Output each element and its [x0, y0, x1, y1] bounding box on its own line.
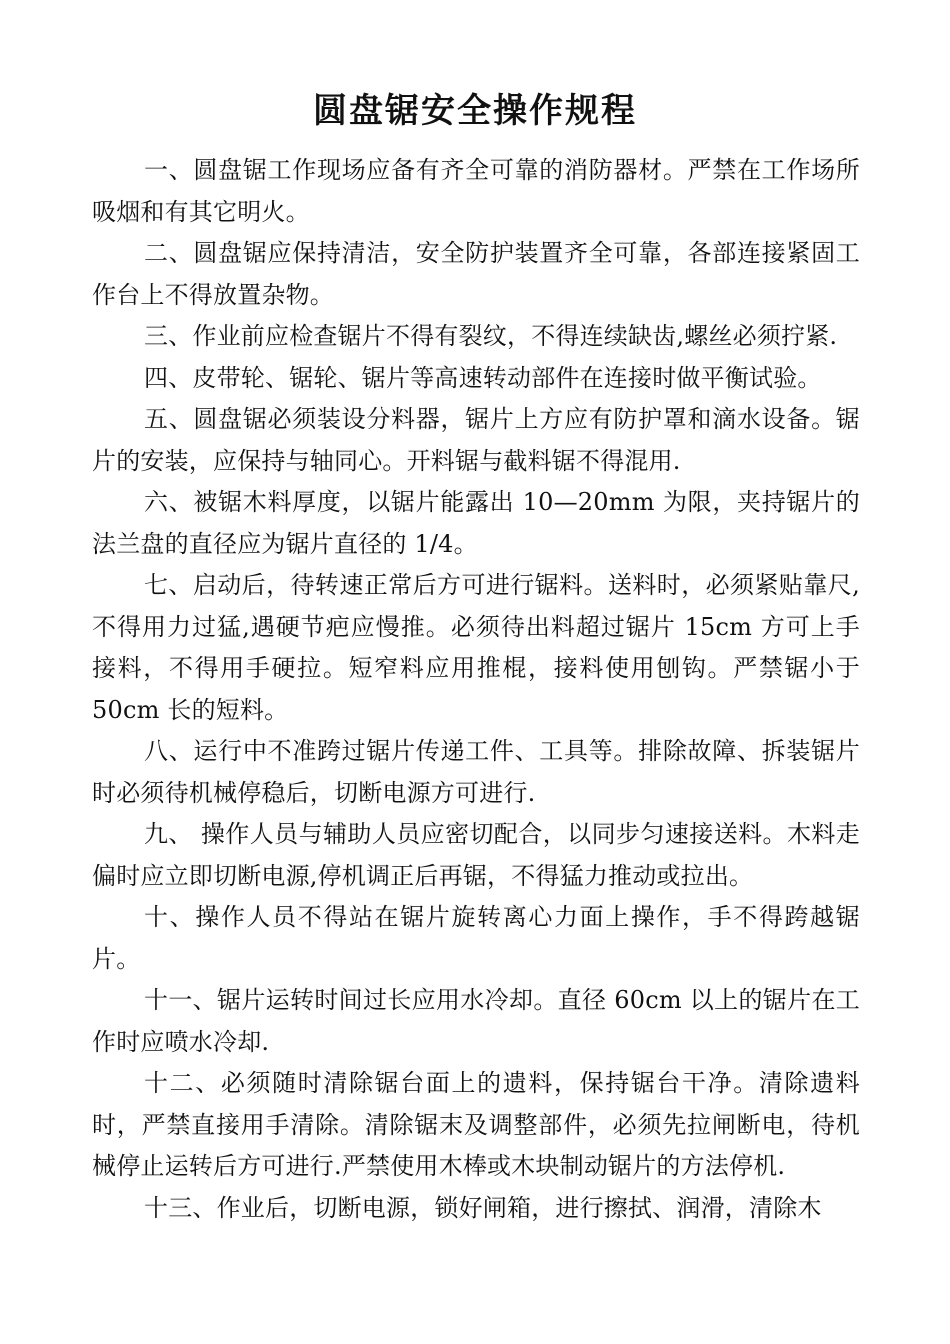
clause-5: 五、圆盘锯必须装设分料器，锯片上方应有防护罩和滴水设备。锯片的安装，应保持与轴同心。开料锯与截料锯不得混用. [92, 405, 860, 475]
clause-2: 二、圆盘锯应保持清洁，安全防护装置齐全可靠，各部连接紧固工作台上不得放置杂物。 [92, 239, 860, 309]
clause-10: 十、操作人员不得站在锯片旋转离心力面上操作，手不得跨越锯片。 [92, 903, 860, 973]
clause-3: 三、作业前应检查锯片不得有裂纹，不得连续缺齿,螺丝必须拧紧. [144, 322, 838, 350]
clause-9: 九、 操作人员与辅助人员应密切配合，以同步匀速接送料。木料走偏时应立即切断电源,停机调正后再锯，不得猛力推动或拉出。 [92, 820, 860, 890]
document-title: 圆盘锯安全操作规程 [313, 91, 637, 131]
clause-6: 六、被锯木料厚度，以锯片能露出 10—20mm 为限，夹持锯片的法兰盘的直径应为锯片直径的 1/4。 [92, 488, 860, 558]
document-body [92, 150, 860, 1229]
clause-1: 一、圆盘锯工作现场应备有齐全可靠的消防器材。严禁在工作场所吸烟和有其它明火。 [92, 156, 860, 226]
clause-7: 七、启动后，待转速正常后方可进行锯料。送料时，必须紧贴靠尺,不得用力过猛,遇硬节疤应慢推。必须待出料超过锯片 15cm 方可上手接料，不得用手硬拉。短窄料应用推棍，接料使用刨钩。严禁锯小于 50cm 长的短料。 [92, 571, 860, 724]
clause-8: 八、运行中不准跨过锯片传递工件、工具等。排除故障、拆装锯片时必须待机械停稳后，切断电源方可进行. [92, 737, 860, 807]
clause-4: 四、皮带轮、锯轮、锯片等高速转动部件在连接时做平衡试验。 [144, 363, 822, 392]
clause-12: 十二、必须随时清除锯台面上的遗料，保持锯台干净。清除遗料时，严禁直接用手清除。清除锯末及调整部件，必须先拉闸断电，待机械停止运转后方可进行.严禁使用木棒或木块制动锯片的方法停机. [92, 1069, 860, 1180]
clause-13: 十三、作业后，切断电源，锁好闸箱，进行擦拭、润滑，清除木 [144, 1193, 822, 1222]
clause-11: 十一、锯片运转时间过长应用水冷却。直径 60cm 以上的锯片在工作时应喷水冷却. [92, 986, 860, 1056]
